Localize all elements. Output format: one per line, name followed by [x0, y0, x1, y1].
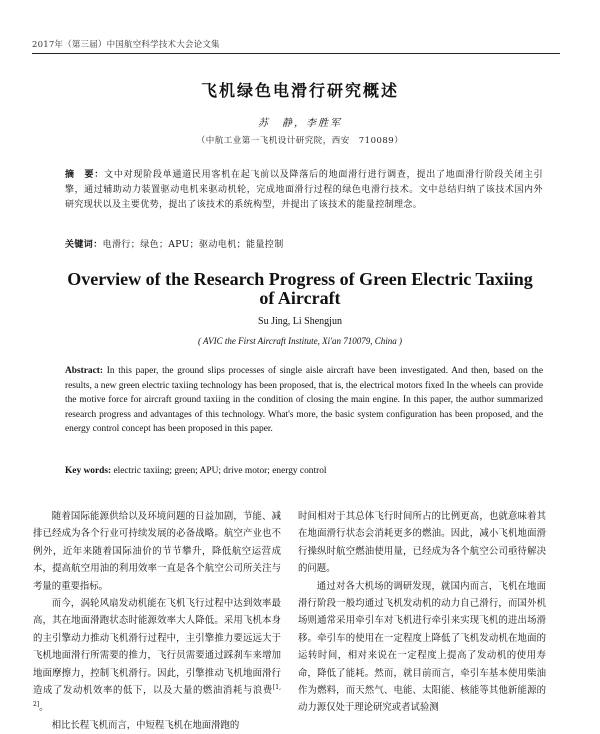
chinese-keywords-label: 关键词： — [65, 240, 103, 250]
body-paragraph: 相比长程飞机而言，中短程飞机在地面滑跑的 — [51, 719, 240, 731]
chinese-keywords-text: 电滑行；绿色；APU；驱动电机；能量控制 — [102, 240, 284, 250]
english-keywords-label: Key words: — [65, 466, 112, 476]
header-rule — [32, 53, 560, 54]
body-paragraph — [33, 595, 281, 717]
english-keywords — [65, 466, 543, 476]
body-column-right — [298, 508, 546, 717]
body-paragraph-text: 而今，涡轮风扇发动机能在飞机飞行过程中达到效率最高，其在地面滑跑状态时能源效率大人降低。采用飞机本身的主引擎动力推动飞机滑行过程中，主引擎推力要远远大于飞机地面滑行所需要的推力，飞行员需要通过踩刹车来增加地面摩擦力，控制飞机滑行。因此，引擎推动飞机地面滑行造成了发动机效率的低下，以及大量的燃油消耗与浪费 — [33, 598, 281, 697]
chinese-title: 飞机绿色电滑行研究概述 — [200, 81, 399, 100]
body-paragraph: 通过对各大机场的调研发现，就国内而言，飞机在地面滑行阶段一般均通过飞机发动机的动力自己滑行，而国外机场则通常采用牵引车对飞机进行牵引来实现飞机的进出场滑移。牵引车的使用在一定程度上降低了飞机发动机在地面的运转时间，相对来说在一定程度上提高了发动机的使用寿命，降低了能耗。然而，就目前而言，牵引车基本使用柴油作为燃料，而天然气、电能、太阳能、核能等其他新能源的动力源仅处于理论研究或者试验测 — [298, 580, 546, 714]
english-abstract — [65, 364, 543, 437]
english-authors: Su Jing, Li Shengjun — [258, 316, 342, 327]
chinese-affiliation: （中航工业第一飞机设计研究院，西安 710089） — [196, 136, 404, 146]
chinese-keywords — [65, 237, 543, 250]
citation: [1, 2] — [33, 683, 281, 709]
body-paragraph: 随着国际能源供给以及环境问题的日益加剧，节能、减排已经成为各个行业可持续发展的必备战略。航空产业也不例外，近年来随着国际油价的节节攀升，降低航空运营成本，提高航空用油的利用效率一直是各个航空公司所关注与考量的重要指标。 — [33, 511, 281, 592]
chinese-abstract-label: 摘 要： — [65, 170, 105, 180]
english-title: Overview of the Research Progress of Green Electric Taxiing of Aircraft — [67, 269, 533, 308]
body-column-left — [33, 508, 281, 734]
body-paragraph-end: 。 — [39, 702, 49, 714]
english-abstract-label: Abstract: — [65, 366, 104, 376]
english-affiliation: ( AVIC the First Aircraft Institute, Xi'an 710079, China ) — [197, 336, 403, 346]
english-keywords-text: electric taxiing; green; APU; drive motor; energy control — [111, 466, 327, 476]
english-abstract-text: In this paper, the ground slips processes of single aisle aircraft have been investigated. And then, based on the results, a new green electric taxiing technology has been proposed, that is, the electrical motors fixed In the wheels can provide the motive force for aircraft ground taxiing in the condition of closing the main engine. In this paper, the author summarized research progress and advantages of this technology. What's more, the basic system configuration has been proposed, and the energy control concept has been proposed in this paper. — [65, 366, 543, 435]
chinese-abstract — [65, 168, 543, 212]
chinese-abstract-text: 文中对现阶段单通道民用客机在起飞前以及降落后的地面滑行进行调查，提出了地面滑行阶段关闭主引擎，通过辅助动力装置驱动电机来驱动机轮，完成地面滑行过程的绿色电滑行技术。文中总结归纳了该技术国内外研究现状以及主要优势，提出了该技术的系统构型，并提出了该技术的能量控制理念。 — [65, 170, 543, 210]
running-header: 2017年（第三届）中国航空科学技术大会论文集 — [32, 40, 220, 50]
chinese-authors: 苏 静，李胜军 — [258, 118, 342, 129]
body-paragraph: 时间相对于其总体飞行时间所占的比例更高，也就意味着其在地面滑行状态会消耗更多的燃油。因此，减小飞机地面滑行操纵时航空燃油使用量，已经成为各个航空公司亟待解决的问题。 — [298, 511, 546, 575]
